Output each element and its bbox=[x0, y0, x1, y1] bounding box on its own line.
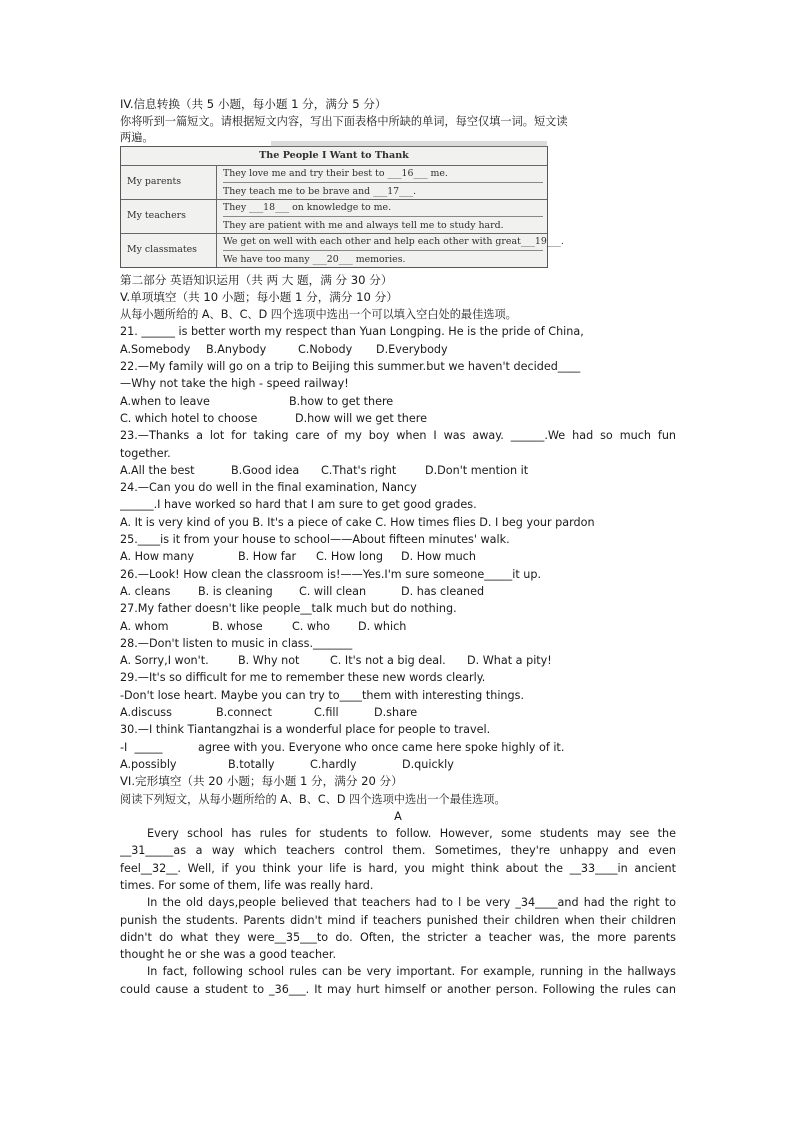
passage-line: In the old days,people believed that teachers had to l be very _34____and had the right to bbox=[147, 896, 676, 910]
row-label: My parents bbox=[127, 176, 182, 188]
row-cell: They ___18___ on knowledge to me. bbox=[223, 201, 392, 213]
question-23-cont: together. bbox=[120, 446, 171, 460]
option: B.Anybody bbox=[206, 342, 267, 356]
passage-line: punish the students. Parents didn't mind if teachers punished their children when their children bbox=[120, 913, 676, 927]
option: A. cleans bbox=[120, 584, 171, 598]
options-27 bbox=[120, 618, 676, 635]
question-23: 23.—Thanks a lot for taking care of my boy when I was away. ______.We had so much fun bbox=[120, 429, 676, 443]
option: B. Why not bbox=[238, 654, 300, 668]
option: B. whose bbox=[212, 619, 263, 633]
section4-instruction: 你将听到一篇短文。请根据短文内容，写出下面表格中所缺的单词，每空仅填一词。短文读 bbox=[120, 115, 568, 129]
passage-line: thought he or she was a good teacher. bbox=[120, 948, 337, 962]
passage-line: __31_____as a way which teachers control them. Sometimes, they're unhappy and even bbox=[120, 844, 676, 858]
passage-line: times. For some of them, life was really hard. bbox=[120, 878, 374, 892]
option: D.share bbox=[374, 706, 418, 720]
section4-instruction-cont: 两遍。 bbox=[120, 130, 154, 144]
row-cell: They love me and try their best to ___16___ me. bbox=[223, 167, 448, 179]
row-cell: We get on well with each other and help each other with great___19___. bbox=[223, 235, 564, 247]
options-30 bbox=[120, 756, 676, 773]
question-29: 29.—It's so difficult for me to remember these new words clearly. bbox=[120, 671, 486, 685]
option: C. who bbox=[292, 619, 331, 633]
option: A.discuss bbox=[120, 706, 172, 720]
table-row bbox=[121, 165, 547, 200]
option: D.how will we get there bbox=[295, 411, 427, 425]
exam-page bbox=[120, 96, 676, 998]
question-21: 21. ______ is better worth my respect than Yuan Longping. He is the pride of China, bbox=[120, 325, 584, 339]
options-22b bbox=[120, 410, 676, 427]
option: D.Everybody bbox=[376, 342, 448, 356]
section4-title: IV.信息转换（共 5 小题，每小题 1 分，满分 5 分） bbox=[120, 97, 387, 111]
row-cell: They are patient with me and always tell me to study hard. bbox=[223, 216, 543, 234]
section6-title: VI.完形填空（共 20 小题；每小题 1 分，满分 20 分） bbox=[120, 774, 403, 789]
options-22a bbox=[120, 393, 676, 410]
option: D. has cleaned bbox=[401, 584, 485, 598]
section6-instruction: 阅读下列短文，从每小题所给的 A、B、C、D 四个选项中选出一个最佳选项。 bbox=[120, 792, 506, 806]
passage-line: In fact, following school rules can be very important. For example, running in the hallways bbox=[147, 965, 676, 979]
option: C. which hotel to choose bbox=[120, 411, 258, 425]
question-30: 30.—I think Tiantangzhai is a wonderful place for people to travel. bbox=[120, 723, 491, 737]
option: A. How many bbox=[120, 550, 194, 564]
options-28 bbox=[120, 652, 676, 669]
option: C.hardly bbox=[310, 757, 357, 771]
option: A.Somebody bbox=[120, 342, 191, 356]
option: A. Sorry,I won't. bbox=[120, 654, 209, 668]
options-23 bbox=[120, 462, 676, 479]
option: A.possibly bbox=[120, 757, 177, 771]
option: D. which bbox=[358, 619, 407, 633]
option: B.connect bbox=[216, 706, 272, 720]
row-cell: They teach me to be brave and ___17___. bbox=[223, 182, 543, 200]
question-30-reply: -I _____ agree with you. Everyone who once came here spoke highly of it. bbox=[120, 740, 565, 754]
option: A. whom bbox=[120, 619, 169, 633]
option: D. How much bbox=[401, 550, 476, 564]
options-29 bbox=[120, 704, 676, 721]
passage-label: A bbox=[394, 809, 402, 823]
option: D.Don't mention it bbox=[425, 463, 529, 477]
option: C.That's right bbox=[321, 463, 397, 477]
option: C.Nobody bbox=[298, 342, 353, 356]
question-24: 24.—Can you do well in the final examination, Nancy bbox=[120, 481, 417, 495]
row-label: My classmates bbox=[127, 244, 197, 256]
option: C. It's not a big deal. bbox=[330, 654, 446, 668]
passage-line: could cause a student to _36___. It may hurt himself or another person. Following the rules can bbox=[120, 982, 676, 996]
section5-instruction: 从每小题所给的 A、B、C、D 四个选项中选出一个可以填入空白处的最佳选项。 bbox=[120, 308, 517, 322]
options-24: A. It is very kind of you B. It's a piece of cake C. How times flies D. I beg your pardon bbox=[120, 515, 595, 529]
option: B. is cleaning bbox=[198, 584, 273, 598]
option: A.All the best bbox=[120, 463, 195, 477]
option: A.when to leave bbox=[120, 394, 210, 408]
row-label: My teachers bbox=[127, 210, 186, 222]
option: D.quickly bbox=[402, 757, 454, 771]
options-25 bbox=[120, 548, 676, 565]
option: C. will clean bbox=[299, 584, 367, 598]
option: B.Good idea bbox=[231, 463, 300, 477]
question-22-reply: —Why not take the high - speed railway! bbox=[120, 377, 349, 391]
question-25: 25.____is it from your house to school——About fifteen minutes' walk. bbox=[120, 533, 510, 547]
section5-title: V.单项填空（共 10 小题；每小题 1 分，满分 10 分） bbox=[120, 289, 398, 304]
row-cell: We have too many ___20___ memories. bbox=[223, 250, 543, 268]
option: D. What a pity! bbox=[467, 654, 552, 668]
options-26 bbox=[120, 583, 676, 600]
option: B.how to get there bbox=[289, 394, 394, 408]
passage-line: Every school has rules for students to follow. However, some students may see the bbox=[147, 827, 676, 841]
passage-line: didn't do what they were__35___to do. Often, the stricter a teacher was, the more parents bbox=[120, 930, 676, 944]
passage-line: feel__32__. Well, if you think your life is hard, you might think about the __33____in ancient bbox=[120, 861, 676, 875]
options-21 bbox=[120, 341, 676, 358]
part2-title: 第二部分 英语知识运用（共 两 大 题，满 分 30 分） bbox=[120, 272, 393, 287]
option: B.totally bbox=[228, 757, 275, 771]
option: B. How far bbox=[238, 550, 297, 564]
option: C.fill bbox=[314, 706, 339, 720]
question-28: 28.—Don't listen to music in class._______ bbox=[120, 636, 353, 650]
question-24-reply: ______.I have worked so hard that I am sure to get good grades. bbox=[120, 498, 477, 512]
question-22: 22.—My family will go on a trip to Beijing this summer.but we haven't decided____ bbox=[120, 360, 581, 374]
table-caption: The People I Want to Thank bbox=[121, 147, 547, 166]
info-table bbox=[120, 146, 564, 268]
table-row bbox=[121, 233, 564, 267]
option: C. How long bbox=[316, 550, 384, 564]
question-26: 26.—Look! How clean the classroom is!——Yes.I'm sure someone_____it up. bbox=[120, 567, 542, 581]
question-27: 27.My father doesn't like people__talk much but do nothing. bbox=[120, 602, 457, 616]
table-row bbox=[121, 199, 547, 234]
question-29-reply: -Don't lose heart. Maybe you can try to____them with interesting things. bbox=[120, 688, 525, 702]
